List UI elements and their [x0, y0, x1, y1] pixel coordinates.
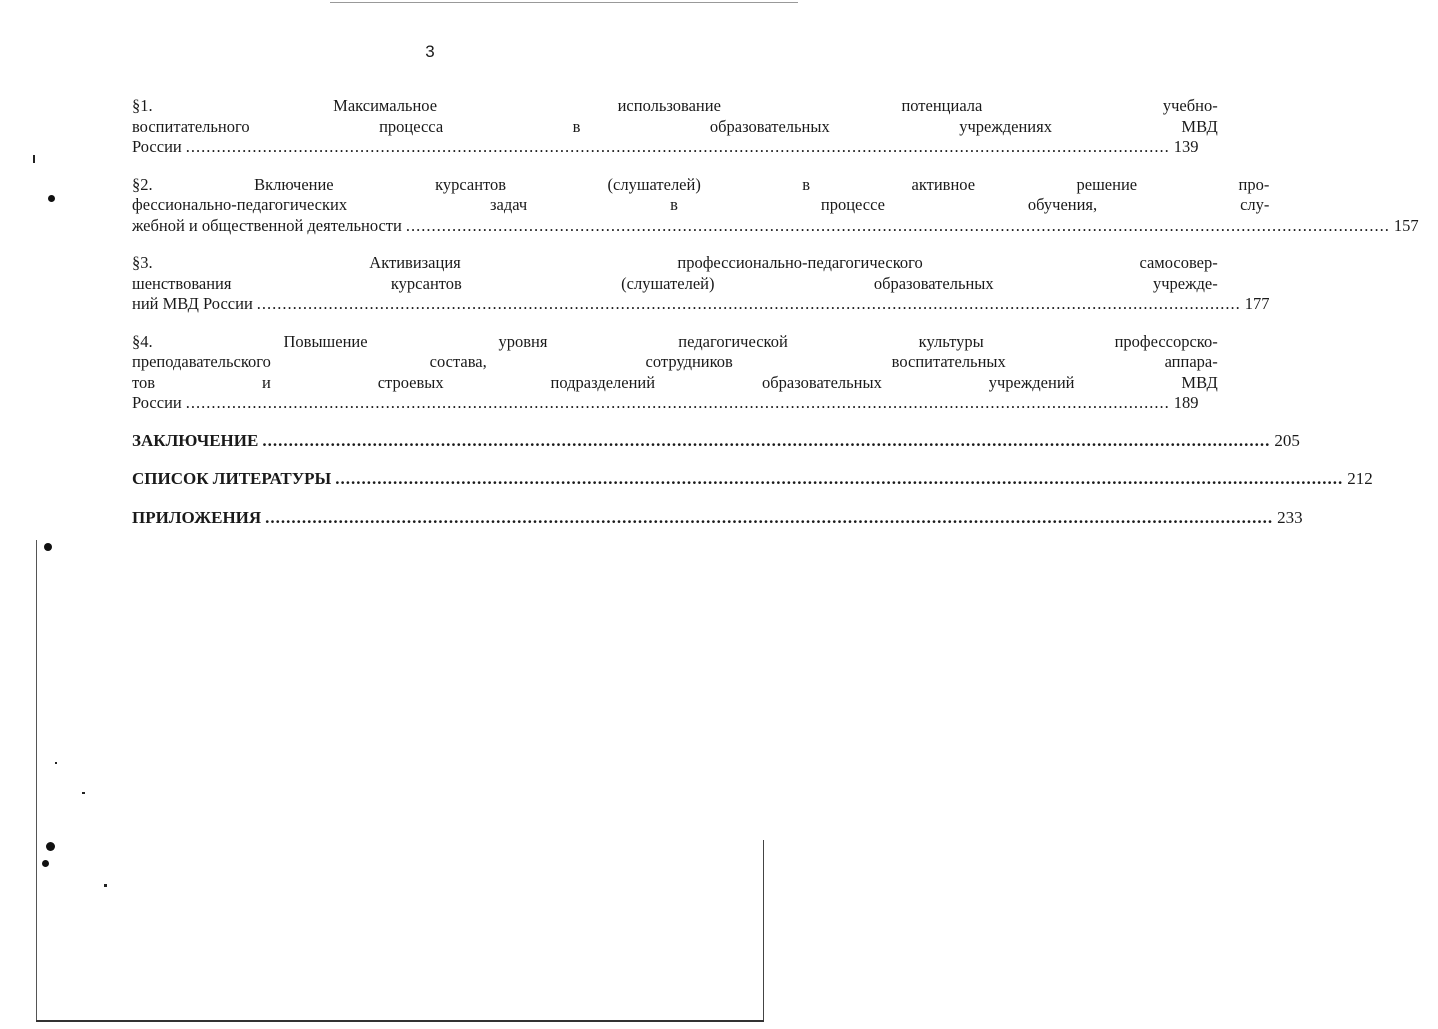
toc-entry-line: §1. Максимальное использование потенциала учебно-	[132, 96, 1218, 115]
toc-entry-paragraph-1	[132, 96, 1218, 158]
toc-entry-page: 177	[1244, 294, 1270, 313]
toc-entry-line: шенствования курсантов (слушателей) образовательных учрежде-	[132, 273, 1218, 293]
punch-hole-mark	[46, 842, 55, 851]
toc-section-page: 212	[1347, 469, 1373, 488]
toc-entry-line: §2. Включение курсантов (слушателей) в активное решение про-	[132, 174, 1270, 194]
toc-entry-line: фессионально-педагогических задач в процессе обучения, слу-	[132, 195, 1270, 214]
toc-section-title: ПРИЛОЖЕНИЯ	[132, 507, 262, 527]
toc-entry-line: §3. Активизация профессионально-педагогического самосовер-	[132, 253, 1218, 272]
dot-leader	[257, 294, 1241, 315]
top-edge-line	[330, 2, 798, 3]
toc-section-conclusion	[132, 430, 1300, 452]
toc-entry-paragraph-2	[132, 174, 1419, 237]
toc-section-bibliography	[132, 469, 1373, 490]
punch-hole-mark	[42, 860, 49, 867]
speck	[82, 792, 85, 794]
dot-leader	[265, 508, 1273, 529]
toc-entry-last-line: России	[132, 393, 182, 412]
right-edge-line	[763, 840, 764, 1020]
toc-entry-page: 139	[1173, 137, 1199, 156]
left-edge-line	[36, 540, 37, 1020]
speck	[104, 884, 107, 887]
dot-leader	[186, 137, 1170, 158]
toc-entry-last-line: жебной и общественной деятельности	[132, 215, 402, 235]
toc-entry-paragraph-3	[132, 253, 1270, 315]
punch-hole-mark	[44, 543, 52, 551]
punch-hole-mark	[48, 195, 55, 202]
bottom-edge-line	[36, 1020, 764, 1022]
table-of-contents	[132, 96, 1419, 546]
toc-entry-line: преподавательского состава, сотрудников воспитательных аппара-	[132, 352, 1218, 371]
toc-entry-last-line: ний МВД России	[132, 294, 253, 313]
toc-entry-last-line: России	[132, 137, 182, 156]
toc-section-title: СПИСОК ЛИТЕРАТУРЫ	[132, 469, 332, 488]
toc-entry-page: 157	[1393, 215, 1419, 235]
toc-section-page: 233	[1277, 507, 1303, 527]
toc-section-appendices	[132, 507, 1303, 529]
toc-section-title: ЗАКЛЮЧЕНИЕ	[132, 430, 259, 450]
dot-leader	[262, 431, 1270, 452]
dot-leader	[335, 469, 1343, 490]
page-number: 3	[425, 42, 435, 61]
speck	[55, 762, 57, 764]
toc-section-page: 205	[1274, 430, 1300, 450]
toc-entry-line: §4. Повышение уровня педагогической культуры профессорско-	[132, 331, 1218, 351]
dot-leader	[406, 216, 1390, 237]
toc-entry-page: 189	[1173, 393, 1199, 412]
toc-entry-paragraph-4	[132, 331, 1218, 414]
dot-leader	[186, 393, 1170, 414]
toc-entry-line: воспитательного процесса в образовательных учреждениях МВД	[132, 116, 1218, 136]
toc-entry-line: тов и строевых подразделений образовательных учреждений МВД	[132, 372, 1218, 392]
margin-tick	[33, 155, 35, 163]
